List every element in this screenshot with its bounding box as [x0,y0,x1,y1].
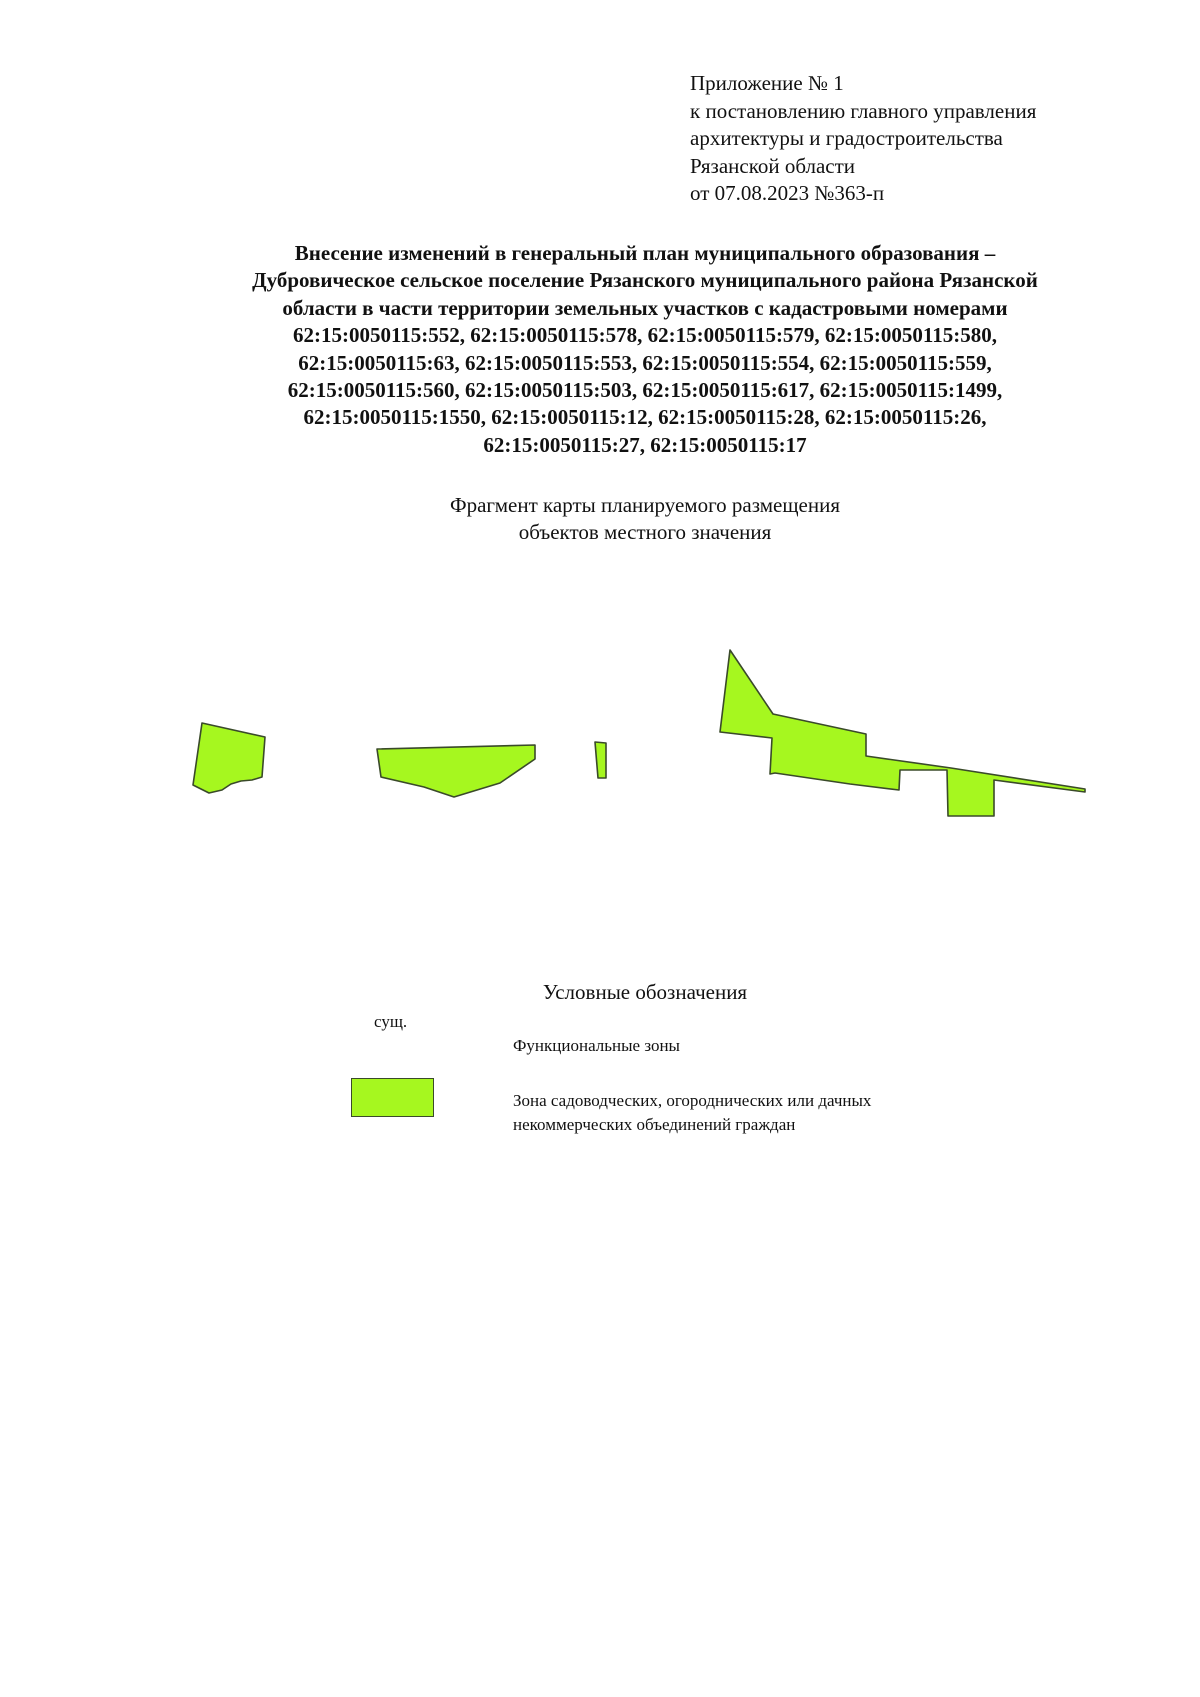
caption-line: объектов местного значения [518,520,772,544]
title-line: 62:15:0050115:552, 62:15:0050115:578, 62:15:0050115:579, 62:15:0050115:580, [292,323,998,348]
zone-parcel-center [377,745,535,797]
caption-line: Фрагмент карты планируемого размещения [450,493,840,517]
legend-zones-heading: Функциональные зоны [513,1036,680,1055]
legend-desc-line: Зона садоводческих, огороднических или дачных [513,1091,872,1110]
title-line: Внесение изменений в генеральный план муниципального образования – [294,241,996,265]
title-line: 62:15:0050115:63, 62:15:0050115:553, 62:15:0050115:554, 62:15:0050115:559, [298,350,992,375]
legend-garden-zone-description [513,1089,871,1136]
legend-swatch-garden-zone [351,1078,434,1117]
title-line: области в части территории земельных участков с кадастровыми номерами [282,295,1008,320]
appendix-line: Рязанской области [690,153,856,178]
legend-title: Условные обозначения [542,980,748,1004]
legend-existing-label: сущ. [374,1012,408,1031]
zone-parcel-small [595,742,606,778]
title-line: Дубровическое сельское поселение Рязанского муниципального района Рязанской [252,268,1038,293]
zone-parcel-east [720,650,1085,816]
appendix-line: архитектуры и градостроительства [690,126,1003,150]
appendix-line: от 07.08.2023 №363-п [690,181,885,205]
title-line: 62:15:0050115:1550, 62:15:0050115:12, 62:15:0050115:28, 62:15:0050115:26, [303,405,987,430]
legend-desc-line: некоммерческих объединений граждан [513,1114,796,1134]
title-line: 62:15:0050115:560, 62:15:0050115:503, 62:15:0050115:617, 62:15:0050115:1499, [287,378,1003,403]
title-line: 62:15:0050115:27, 62:15:0050115:17 [483,432,807,457]
appendix-line: к постановлению главного управления [690,98,1037,123]
appendix-line: Приложение № 1 [690,71,844,95]
zone-parcel-west [193,723,265,793]
